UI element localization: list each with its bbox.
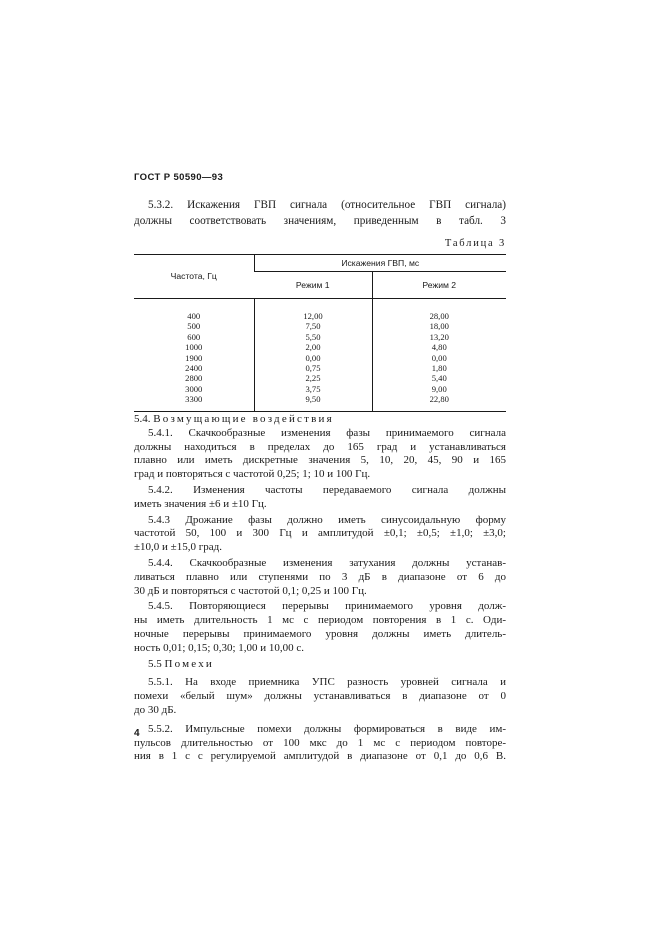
cell-mode-2: 28,00 [372, 299, 506, 322]
cell-mode-2: 9,00 [372, 384, 506, 394]
text-line: должны соответствовать значениям, приведенным в табл. 3 [134, 214, 506, 227]
document-header: ГОСТ Р 50590—93 [134, 172, 224, 183]
cell-frequency: 3300 [134, 394, 254, 411]
text-line: ±10,0 и ±15,0 град. [134, 541, 222, 554]
table-row [134, 299, 506, 322]
text-line: 5.4.2. Изменения частоты передаваемого сигнала должны [148, 483, 506, 496]
text-line: 5.5.1. На входе приемника УПС разность уровней сигнала и [148, 676, 506, 689]
text-line: 5.4.3 Дрожание фазы должно иметь синусоидальную форму [148, 513, 506, 526]
text-line: ночные перерывы принимаемого уровня должны иметь длитель- [134, 627, 506, 640]
section-heading-5-5 [134, 658, 506, 672]
cell-frequency: 600 [187, 331, 201, 342]
table-caption: Таблица 3 [444, 238, 506, 249]
section-heading-5-4 [134, 413, 506, 427]
text-line: 5.5.2. Импульсные помехи должны формироваться в виде им- [148, 722, 506, 735]
text-line: 5.4.4. Скачкообразные изменения затухания должны устанав- [148, 556, 506, 569]
cell-mode-1: 12,00 [254, 299, 372, 322]
text-line: 5.4.1. Скачкообразные изменения фазы принимаемого сигнала [148, 426, 506, 439]
cell-mode-1: 5,50 [254, 332, 372, 342]
page-number: 4 [134, 728, 140, 739]
cell-mode-1: 7,50 [254, 321, 372, 331]
column-header-group: Искажения ГВП, мс [254, 255, 506, 272]
table-row [134, 342, 506, 352]
cell-mode-1: 2,00 [254, 342, 372, 352]
table-row [134, 353, 506, 363]
text-line: до 30 дБ. [134, 703, 177, 716]
text-line: град и повторяться с частотой 0,25; 1; 10 и 100 Гц. [134, 468, 371, 481]
column-header-mode-1: Режим 1 [254, 272, 372, 299]
cell-frequency: 2400 [185, 363, 203, 374]
table-row [134, 384, 506, 394]
text-line: плавно или иметь дискретные значения 5, 10, 20, 45, 90 и 165 [134, 454, 506, 467]
text-line: помехи «белый шум» должны устанавливаться в диапазоне от 0 [134, 690, 506, 703]
section-title: Помехи [164, 657, 215, 670]
table-row [134, 321, 506, 331]
text-line: ния в 1 с с регулируемой амплитудой в диапазоне от 0,1 до 0,6 В. [134, 750, 506, 763]
cell-mode-2: 1,80 [372, 363, 506, 373]
cell-mode-1: 3,75 [254, 384, 372, 394]
cell-mode-2: 4,80 [372, 342, 506, 352]
text-line: иметь значения ±6 и ±10 Гц. [134, 497, 267, 510]
cell-mode-1: 9,50 [254, 394, 372, 411]
gvp-distortion-table [134, 254, 506, 412]
text-line: ливаться плавно или ступенями по 3 дБ в диапазоне от 6 до [134, 570, 506, 583]
clause-5-3-2 [134, 198, 506, 229]
cell-frequency: 3000 [185, 383, 203, 394]
cell-mode-2: 18,00 [372, 321, 506, 331]
column-header-mode-2: Режим 2 [372, 272, 506, 299]
text-line: должны находиться в пределах до 165 град и устанавливаться [134, 440, 506, 453]
cell-mode-2: 5,40 [372, 373, 506, 383]
cell-frequency: 500 [187, 321, 201, 332]
section-number: 5.4. [134, 413, 151, 425]
table-row [134, 394, 506, 411]
cell-mode-1: 2,25 [254, 373, 372, 383]
table-row [134, 373, 506, 383]
document-body [134, 413, 506, 764]
cell-frequency: 1000 [185, 342, 203, 353]
section-number: 5.5 [148, 657, 162, 670]
text-line: 30 дБ и повторяться с частотой 0,1; 0,25 и 100 Гц. [134, 584, 367, 597]
cell-frequency: 400 [187, 311, 201, 321]
cell-mode-1: 0,00 [254, 353, 372, 363]
cell-mode-2: 22,80 [372, 394, 506, 411]
cell-mode-1: 0,75 [254, 363, 372, 373]
table-row [134, 332, 506, 342]
cell-mode-2: 13,20 [372, 332, 506, 342]
cell-frequency: 1900 [185, 352, 203, 363]
text-line: пульсов длительностью от 100 мкс до 1 мс с периодом повторе- [134, 736, 506, 749]
table-row [134, 363, 506, 373]
text-line: 5.4.5. Повторяющиеся перерывы принимаемого уровня долж- [148, 600, 506, 613]
text-line: ны иметь длительность 1 мс с периодом повторения в 1 с. Оди- [134, 614, 506, 627]
cell-frequency: 2800 [185, 373, 203, 384]
column-header-frequency: Частота, Гц [134, 255, 254, 299]
text-line: ность 0,01; 0,15; 0,30; 1,00 и 10,00 с. [134, 641, 305, 654]
text-line: частотой 50, 100 и 300 Гц и амплитудой ±0,1; ±0,5; ±1,0; ±3,0; [134, 527, 506, 540]
cell-mode-2: 0,00 [372, 353, 506, 363]
section-title: Возмущающие воздействия [153, 413, 334, 425]
text-line: 5.3.2. Искажения ГВП сигнала (относительное ГВП сигнала) [148, 199, 506, 211]
